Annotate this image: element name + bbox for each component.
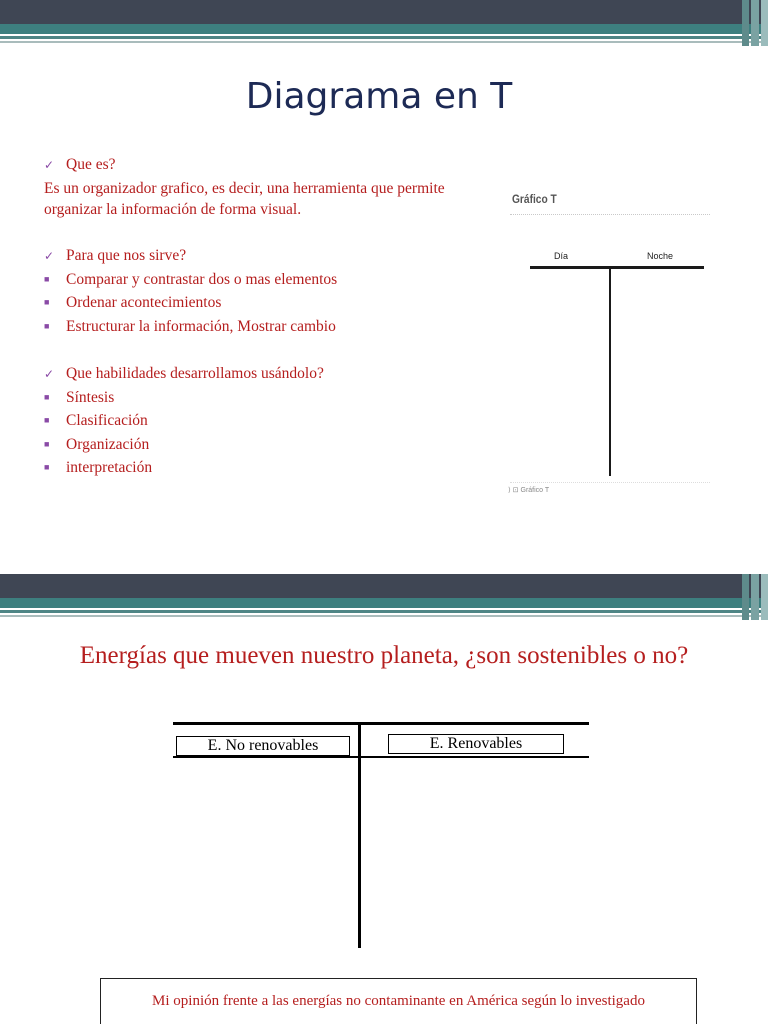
header-band [0,0,768,46]
list-item: ■ Ordenar acontecimientos [44,291,221,314]
header-no-renovables: E. No renovables [176,736,350,756]
check-icon: ✓ [44,249,55,263]
square-bullet-icon: ■ [44,439,50,449]
check-icon: ✓ [44,158,55,172]
t-chart-vertical-bar [609,266,611,476]
t-chart-horizontal-bar [530,266,704,269]
header-renovables: E. Renovables [388,734,564,754]
definition-text: Es un organizador grafico, es decir, una herramienta que permite organizar la información de forma visual. [44,180,445,218]
question-para-que: ✓ Para que nos sirve? [44,245,186,267]
t-chart-right-header: Noche [647,251,674,261]
t-chart-header-underline [173,756,589,758]
header-band [0,574,768,620]
list-item: ■ interpretación [44,456,152,479]
t-chart-example [500,158,720,498]
square-bullet-icon: ■ [44,321,50,331]
t-chart-horizontal-bar [173,722,589,725]
square-bullet-icon: ■ [44,415,50,425]
slide-title: Energías que mueven nuestro planeta, ¿son sostenibles o no? [79,642,689,669]
square-bullet-icon: ■ [44,274,50,284]
list-item: ■ Comparar y contrastar dos o mas elementos [44,268,337,291]
square-bullet-icon: ■ [44,462,50,472]
t-chart-caption: ⟩ ⊡ Gráfico T [508,487,550,494]
slide-title: Diagrama en T [245,76,513,117]
question-habilidades: ✓ Que habilidades desarrollamos usándolo? [44,363,324,385]
square-bullet-icon: ■ [44,297,50,307]
list-item: ■ Organización [44,433,149,456]
t-chart-title: Gráfico T [512,192,557,206]
question-que-es: ✓ Que es? [44,154,116,176]
list-item: ■ Clasificación [44,409,148,432]
square-bullet-icon: ■ [44,392,50,402]
t-chart-vertical-bar [358,722,361,948]
check-icon: ✓ [44,367,55,381]
t-chart-left-header: Día [554,251,569,261]
list-item: ■ Síntesis [44,386,114,409]
slide-2 [0,512,768,1024]
list-item: ■ Estructurar la información, Mostrar cambio [44,315,336,338]
opinion-box: Mi opinión frente a las energías no contaminante en América según lo investigado [100,978,697,1024]
